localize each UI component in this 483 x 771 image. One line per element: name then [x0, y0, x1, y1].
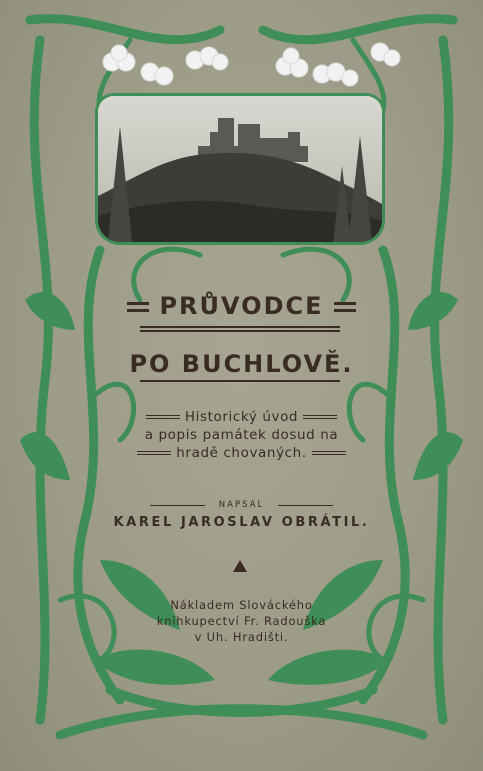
- author-name: KAREL JAROSLAV OBRÁTIL.: [113, 515, 370, 530]
- title-line-1: [0, 292, 483, 320]
- double-bar-right: [334, 298, 356, 316]
- triangle-ornament-icon: [233, 560, 247, 572]
- castle-illustration: [98, 96, 382, 242]
- double-bar-left: [127, 298, 149, 316]
- title-rule-1b: [140, 330, 340, 332]
- title-rule-2: [140, 380, 340, 382]
- title-rule-1: [140, 326, 340, 328]
- author-label: NAPSAL: [218, 500, 265, 510]
- publisher-line-3: v Uh. Hradišti.: [194, 630, 289, 644]
- dash-right: [303, 413, 337, 421]
- dash-left: [146, 413, 180, 421]
- dash-right: [312, 449, 346, 457]
- subtitle-line-2: a popis památek dosud na: [144, 427, 339, 443]
- dash-left: [137, 449, 171, 457]
- napsal-rule-right: [278, 505, 333, 506]
- publisher-line-2: knihkupectví Fr. Radouška: [156, 614, 327, 628]
- title-line-2: PO BUCHLOVĚ.: [129, 350, 354, 378]
- subtitle-line-1: Historický úvod: [0, 408, 483, 426]
- title-text-1: PRŮVODCE: [159, 292, 324, 320]
- publisher-line-1: Nákladem Slováckého: [170, 598, 313, 612]
- subtitle-line-3: hradě chovaných.: [0, 444, 483, 462]
- castle-photo: [98, 96, 382, 242]
